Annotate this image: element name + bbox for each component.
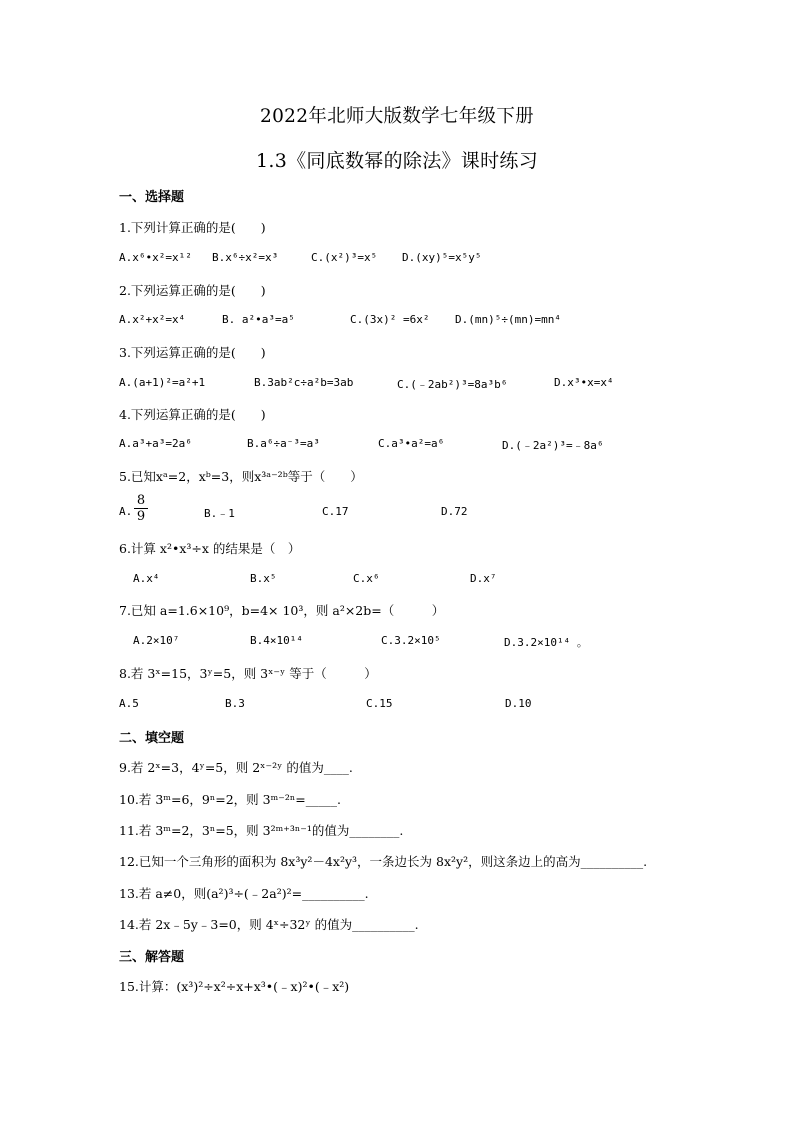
question-1-stem: 1.下列计算正确的是( ) (119, 220, 266, 235)
question-15: 15.计算：(x³)²÷x²÷x+x³•(﹣x)²•(﹣x²) (119, 979, 350, 994)
question-4-stem: 4.下列运算正确的是( ) (119, 407, 266, 422)
question-3-option-c: C.(﹣2ab²)³=8a³b⁶ (397, 378, 508, 391)
question-1-option-a: A.x⁶•x²=x¹² (119, 251, 192, 264)
section-heading-fill-in: 二、填空题 (119, 731, 185, 746)
question-4-option-b: B.a⁶÷a⁻³=a³ (247, 437, 320, 450)
question-4-option-c: C.a³•a²=a⁶ (378, 437, 445, 450)
question-1-option-c: C.(x²)³=x⁵ (311, 251, 378, 264)
question-7-stem: 7.已知 a=1.6×10⁹，b=4× 10³，则 a²×2b=（ ） (119, 603, 445, 618)
question-5-option-a-prefix: A. (119, 505, 133, 518)
section-heading-solve: 三、解答题 (119, 950, 185, 965)
question-4-option-a: A.a³+a³=2a⁶ (119, 437, 192, 450)
question-3-option-b: B.3ab²c÷a²b=3ab (254, 376, 354, 389)
question-8-option-d: D.10 (505, 697, 532, 710)
question-1-option-b: B.x⁶÷x²=x³ (212, 251, 279, 264)
question-8-stem: 8.若 3ˣ=15，3ʸ=5，则 3ˣ⁻ʸ 等于（ ） (119, 666, 377, 681)
question-3-option-d: D.x³•x=x⁴ (554, 376, 614, 389)
question-6-option-d: D.x⁷ (470, 572, 497, 585)
question-12: 12.已知一个三角形的面积为 8x³y²－4x²y³，一条边长为 8x²y²，则这条边上的高为__________. (119, 854, 648, 869)
question-2-option-b: B. a²•a³=a⁵ (222, 313, 295, 326)
question-5-option-c: C.17 (322, 505, 349, 518)
question-7-option-d: D.3.2×10¹⁴ 。 (504, 636, 588, 649)
question-8-option-a: A.5 (119, 697, 139, 710)
question-8-option-b: B.3 (225, 697, 245, 710)
question-1-option-d: D.(xy)⁵=x⁵y⁵ (402, 251, 482, 264)
question-3-option-a: A.(a+1)²=a²+1 (119, 376, 206, 389)
section-heading-choice: 一、选择题 (119, 190, 185, 205)
question-6-option-c: C.x⁶ (353, 572, 380, 585)
question-5-stem: 5.已知xᵃ=2，xᵇ=3，则x³ᵃ⁻²ᵇ等于（ ） (119, 469, 363, 484)
fraction-numerator: 8 (134, 493, 148, 509)
question-9: 9.若 2ˣ=3，4ʸ=5，则 2ˣ⁻²ʸ 的值为____. (119, 760, 353, 775)
question-3-stem: 3.下列运算正确的是( ) (119, 345, 266, 360)
page-title: 2022年北师大版数学七年级下册 (260, 106, 534, 127)
question-7-option-a: A.2×10⁷ (133, 634, 180, 647)
question-5-option-a-fraction (134, 493, 148, 524)
question-2-option-a: A.x²+x²=x⁴ (119, 313, 186, 326)
question-5-option-d: D.72 (441, 505, 468, 518)
fraction-denominator: 9 (136, 509, 146, 524)
question-10: 10.若 3ᵐ=6，9ⁿ=2，则 3ᵐ⁻²ⁿ=_____. (119, 792, 341, 807)
question-4-option-d: D.(﹣2a²)³=﹣8a⁶ (502, 439, 604, 452)
question-7-option-b: B.4×10¹⁴ (250, 634, 303, 647)
question-6-stem: 6.计算 x²•x³÷x 的结果是（ ） (119, 541, 301, 556)
question-6-option-b: B.x⁵ (250, 572, 277, 585)
question-11: 11.若 3ᵐ=2，3ⁿ=5，则 3²ᵐ⁺³ⁿ⁻¹的值为________. (119, 823, 404, 838)
question-2-option-c: C.(3x)² =6x² (350, 313, 430, 326)
question-5-option-b: B.﹣1 (204, 507, 235, 520)
question-14: 14.若 2x﹣5y﹣3=0，则 4ˣ÷32ʸ 的值为__________. (119, 917, 419, 932)
question-8-option-c: C.15 (366, 697, 393, 710)
question-2-stem: 2.下列运算正确的是( ) (119, 283, 266, 298)
question-6-option-a: A.x⁴ (133, 572, 160, 585)
page-subtitle: 1.3《同底数幂的除法》课时练习 (255, 150, 539, 172)
question-2-option-d: D.(mn)⁵÷(mn)=mn⁴ (455, 313, 561, 326)
question-7-option-c: C.3.2×10⁵ (381, 634, 441, 647)
question-13: 13.若 a≠0，则(a²)³÷(﹣2a²)²=__________. (119, 886, 369, 901)
